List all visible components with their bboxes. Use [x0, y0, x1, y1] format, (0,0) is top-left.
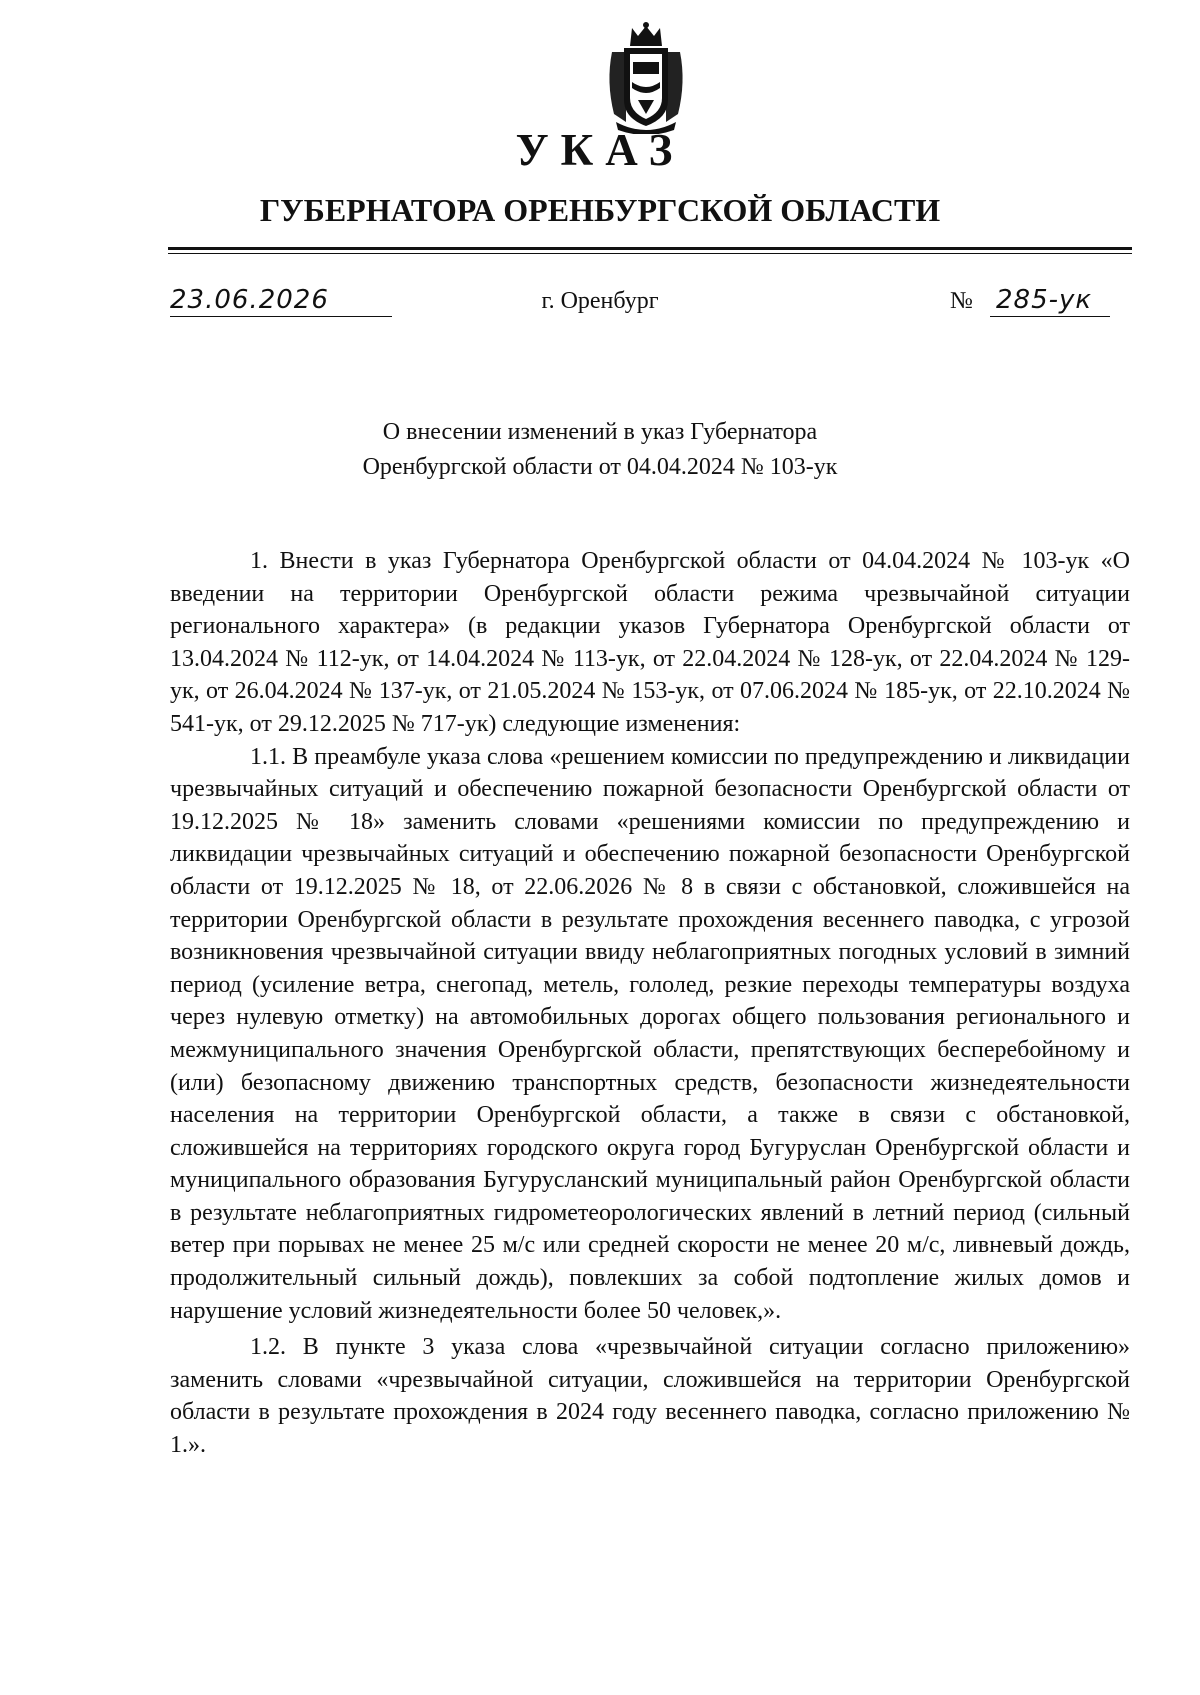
paragraph-1: 1. Внести в указ Губернатора Оренбургской области от 04.04.2024 № 103-ук «О введении на территории Оренбургской области режима чрезвычайной ситуации регионального характера» (в редакции указов Губернатора Оренбургской области от 13.04.2024 № 112-ук, от 14.04.2024 № 113-ук, от 22.04.2024 № 128-ук, от 22.04.2024 № 129-ук, от 26.04.2024 № 137-ук, от 21.05.2024 № 153-ук, от 07.06.2024 № 185-ук, от 22.10.2024 № 541-ук, от 29.12.2025 № 717-ук) следующие изменения:: [170, 548, 1130, 737]
coat-of-arms-icon: [602, 22, 690, 134]
paragraph-1-2: 1.2. В пункте 3 указа слова «чрезвычайной ситуации согласно приложению» заменить словами «чрезвычайной ситуации, сложившейся на территории Оренбургской области в результате прохождения в 2024 году весеннего паводка, согласно приложению № 1.».: [170, 1334, 1130, 1459]
header-rule-thick: [168, 247, 1132, 250]
paragraph-1-1: 1.1. В преамбуле указа слова «решением комиссии по предупреждению и ликвидации чрезвычайных ситуаций и обеспечению пожарной безопасности Оренбургской области от 19.12.2025 № 18» заменить словами «решениями комиссии по предупреждению и ликвидации чрезвычайных ситуаций и обеспечению пожарной безопасности Оренбургской области от 19.12.2025 № 18, от 22.06.2026 № 8 в связи с обстановкой, сложившейся на территории Оренбургской области в результате прохождения весеннего паводка, с угрозой возникновения чрезвычайной ситуации ввиду неблагоприятных погодных условий в зимний период (усиление ветра, снегопад, метель, гололед, резкие переходы температуры воздуха через нулевую отметку) на автомобильных дорогах общего пользования регионального и межмуниципального значения Оренбургской области, препятствующих бесперебойному и (или) безопасному движению транспортных средств, безопасности жизнедеятельности населения на территории Оренбургской области, а также в связи с обстановкой, сложившейся на территориях городского округа город Бугуруслан Оренбургской области и муниципального образования Бугурусланский муниципальный район Оренбургской области в результате неблагоприятных гидрометеорологических явлений в летний период (сильный ветер при порывах не менее 25 м/с или средней скорости не менее 20 м/с, ливневый дождь, продолжительный сильный дождь), повлекших за собой подтопление жилых домов и нарушение условий жизнедеятельности более 50 человек,».: [170, 743, 1130, 1324]
document-number: [950, 285, 1130, 325]
document-heading: [0, 415, 1200, 485]
date-handwritten: 23.06.2026: [170, 285, 329, 315]
header-rule-thin: [168, 253, 1132, 254]
document-title: УКАЗ: [515, 125, 685, 175]
heading-line-1: О внесении изменений в указ Губернатора: [382, 419, 818, 445]
date-underline: [170, 316, 392, 317]
document-city: г. Оренбург: [541, 288, 659, 314]
number-handwritten: 285-ук: [996, 285, 1093, 315]
number-underline: [990, 316, 1110, 317]
document-body: [170, 545, 1130, 1462]
heading-line-2: Оренбургской области от 04.04.2024 № 103-ук: [362, 454, 838, 480]
number-sign: №: [950, 288, 973, 314]
document-subtitle: ГУБЕРНАТОРА ОРЕНБУРГСКОЙ ОБЛАСТИ: [259, 192, 941, 228]
